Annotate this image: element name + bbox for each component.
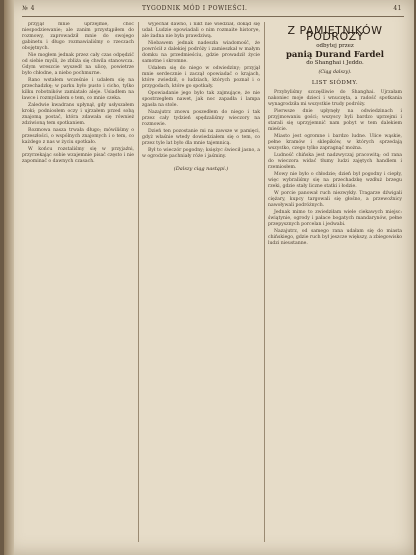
section-subtitle: odbytej przez [316, 43, 354, 49]
section-heading [268, 24, 402, 86]
periodical-title: TYGODNIK MÓD I POWIEŚCI. [142, 5, 248, 12]
paragraph: Nie mogłem jednak przez cały czas odpędzić od siebie myśli, że zbliża się chwila stanowcza. Gdym wreszcie wyszedł na ulicę, powietrze było chłodne, a niebo pochmurne. [22, 53, 134, 76]
paragraph: Niebawem jednak nadeszła wiadomość, że powrócił z dalekiej podróży i zamieszkał w małym domku na przedmieściu, gdzie prowadził życie samotne i skromne. [142, 41, 260, 64]
paragraph: Przybyliśmy szczęśliwie do Shanghai. Ujrzałam nakoniec moje dzieci i wnuczęta, a radość spotkania wynagrodziła mi wszystkie trudy podróży. [268, 90, 402, 107]
newspaper-page [4, 0, 414, 555]
paragraph: W porcie panował ruch niezwykły. Tragarze dźwigali ciężary, kupcy targowali się głośno, a przewoźnicy nawoływali podróżnych. [268, 191, 402, 208]
column-right [268, 22, 402, 542]
paragraph: Zaledwie kwadrans upłynął, gdy usłyszałem kroki; podniosłem oczy i ujrzałem przed sobą znajomą postać, która zdawała się również zdziwioną tem spotkaniem. [22, 103, 134, 126]
section-title: Z PAMIĘTNIKÓW PODRÓŻY [287, 24, 383, 43]
section-route: do Shanghai i Jeddo. [306, 60, 364, 66]
column-divider [264, 22, 265, 542]
paragraph: Nazajutrz znowu poszedłem do niego i tak przez cały tydzień spędzaliśmy wieczory na rozmowie. [142, 110, 260, 127]
section-continued: (Ciąg dalszy). [318, 70, 352, 75]
continuation-note: (Dalszy ciąg nastąpi.) [173, 166, 229, 172]
header-rule [22, 16, 404, 17]
issue-number: № 4 [22, 5, 35, 12]
paragraph: wyjechał dawno, i nikt nie wiedział, dokąd się udał. Ludzie opowiadali o nim rozmaite historye, ale żadna nie była prawdziwą. [142, 22, 260, 39]
paragraph: W końcu rozstaliśmy się w przyjaźni, przyrzekając sobie wzajemnie pisać często i nie zapominać o dawnych czasach. [22, 147, 134, 164]
paragraph: Był to wieczór pogodny; księżyc świecił jasno, a w ogrodzie pachniały róże i jaśminy. [142, 148, 260, 159]
column-left [22, 22, 134, 542]
section-author: panią Durand Fardel [285, 50, 385, 60]
chapter-title: LIST SIÓDMY. [311, 80, 359, 86]
page-number: 41 [393, 5, 402, 12]
paragraph: Mowy nie było o chłodzie; dzień był pogodny i ciepły, więc wybraliśmy się na przechadzkę wzdłuż brzegu rzeki, gdzie stały liczne statki i łodzie. [268, 172, 402, 189]
paragraph: Ludność chińska jest nadzwyczaj pracowitą; od rana do wieczora widać tłumy ludzi zajętych handlem i rzemiosłem. [268, 153, 402, 170]
paragraph: Rozmowa nasza trwała długo; mówiliśmy o przeszłości, o wspólnych znajomych i o tem, co każdego z nas w życiu spotkało. [22, 128, 134, 145]
paragraph: Jednak mimo to zwiedziłam wiele ciekawych miejsc: świątynie, ogrody i pałace bogatych mandarynów, pełne przepysznych porcelan i jedwabi. [268, 210, 402, 227]
column-middle [142, 22, 260, 542]
paragraph: Dzień ten pozostanie mi na zawsze w pamięci, gdyż właśnie wtedy dowiedziałem się o tem, co przez tyle lat było dla mnie tajemnicą. [142, 129, 260, 146]
paragraph: Rano wstałem wcześnie i udałem się na przechadzkę; w parku było pusto i cicho, tylko kilku robotników zamiatało aleje. Usiadłem na ławce i rozmyślałem o tem, co mnie czeka. [22, 78, 134, 101]
paragraph: Pierwsze dnie upłynęły na odwiedzinach i przyjmowaniu gości; wszyscy byli bardzo uprzejmi i starali się uprzyjemnić nam pobyt w tem dalekiem mieście. [268, 109, 402, 132]
paragraph: Opowiadanie jego było tak zajmujące, że nie spostrzegłem nawet, jak noc zapadła i lampa zgasła na stole. [142, 91, 260, 108]
page-spine [4, 0, 14, 555]
paragraph: przyjął mnie uprzejmie, choć niespodziewanie; ale zanim przystąpiłem do rozmowy, zaprowadził mnie do swojego gabinetu i długo rozmawialiśmy o rzeczach obojętnych. [22, 22, 134, 51]
paragraph: Udałem się do niego w odwiedziny; przyjął mnie serdecznie i zaczął opowiadać o krajach, które zwiedził, o ludziach, których poznał i o przygodach, które go spotkały. [142, 66, 260, 89]
column-divider [138, 22, 139, 542]
paragraph: Nazajutrz, od samego rana udałam się do miasta chińskiego, gdzie ruch był jeszcze większy, a zbiegowisko ludzi nieustanne. [268, 229, 402, 246]
paragraph: Miasto jest ogromne i bardzo ludne. Ulice wąskie, pełne kramów i sklepików, w których sprzedają wszystko, czego tylko zapragnąć można. [268, 134, 402, 151]
